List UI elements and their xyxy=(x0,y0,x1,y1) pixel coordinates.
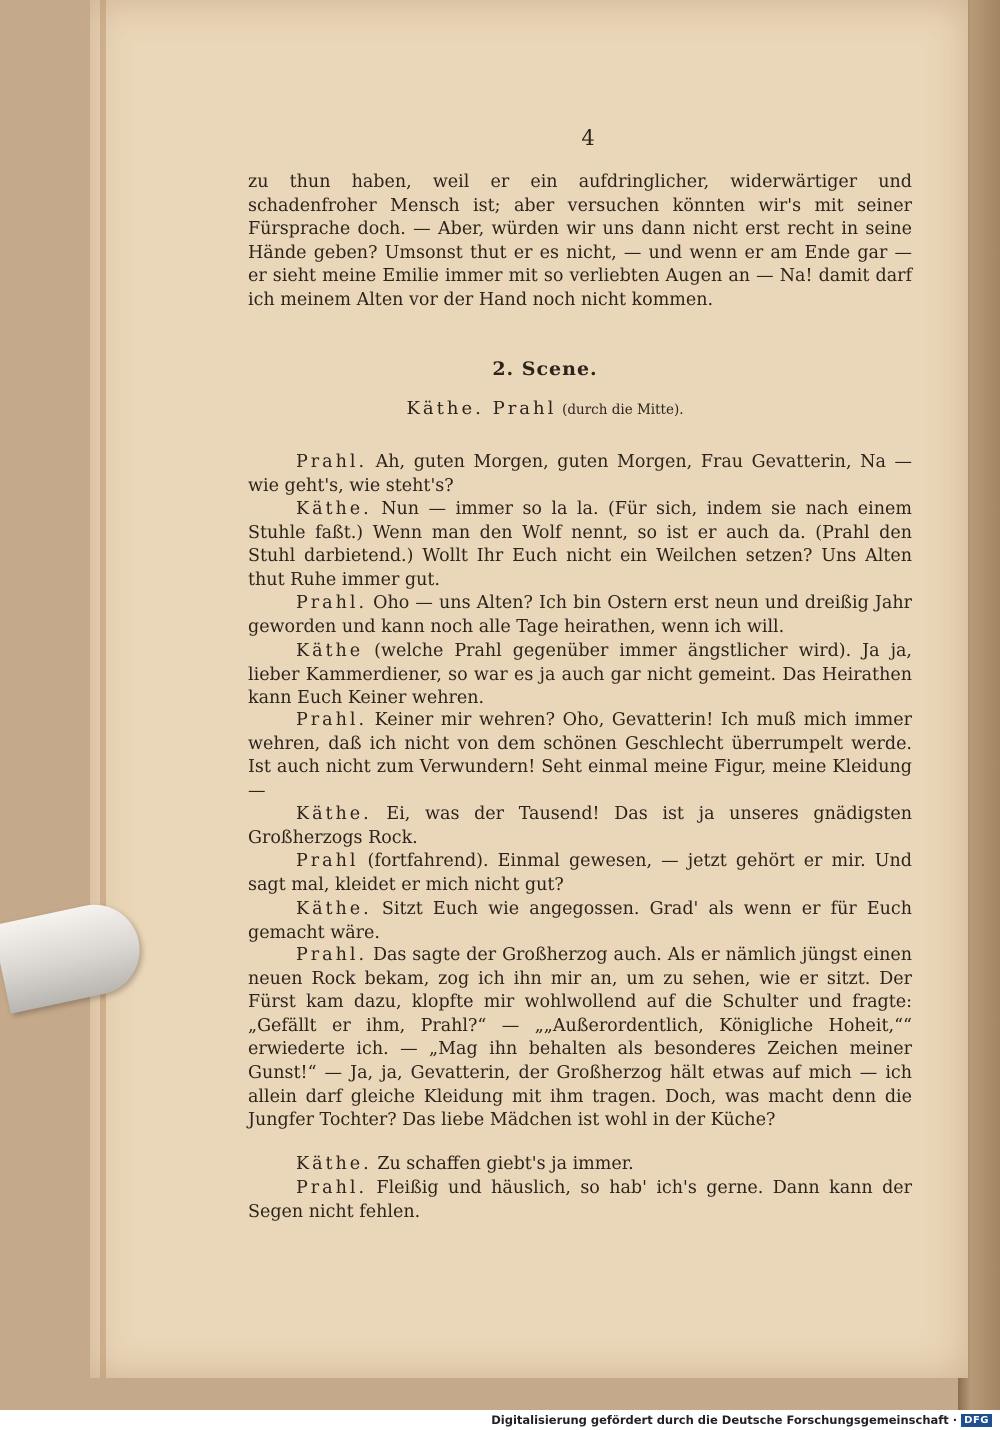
speech-text: Keiner mir wehren? Oho, Gevatterin! Ich muß mich immer wehren, daß ich nicht von dem schönen Geschlecht überrumpelt werde. Ist auch nicht zum Verwundern! Seht einmal meine Figur, meine Kleidung — xyxy=(248,710,912,801)
speaker: Prahl xyxy=(296,851,359,871)
speech-9 xyxy=(248,944,912,1133)
speech-text: Ei, was der Tausend! Das ist ja unseres gnädigsten Großherzogs Rock. xyxy=(248,804,912,848)
intro-paragraph: zu thun haben, weil er ein aufdringlicher, widerwärtiger und schadenfroher Mensch ist; aber versuchen könnten wir's mit seiner Fürsprache doch. — Aber, würden wir uns dann nicht erst recht in seine Hände geben? Umsonst thut er es nicht, — und wenn er am Ende gar — er sieht meine Emilie immer mit so verliebten Augen an — Na! damit darf ich meinem Alten vor der Hand noch nicht kommen. xyxy=(248,172,912,310)
speech-11 xyxy=(248,1177,912,1224)
scene-title: 2. Scene. xyxy=(492,358,598,380)
speaker: Prahl. xyxy=(296,593,368,613)
speech-text: Zu schaffen giebt's ja immer. xyxy=(377,1154,634,1174)
speech-text: (welche Prahl gegenüber immer ängstlicher wird). Ja ja, lieber Kammerdiener, so war es ja auch gar nicht gemeint. Das Heirathen kann Euch Keiner wehren. xyxy=(248,641,912,709)
speaker: Käthe. xyxy=(296,1154,372,1174)
speaker: Prahl. xyxy=(296,945,368,965)
cast-line xyxy=(0,398,1000,419)
speech-10 xyxy=(248,1153,912,1177)
speech-5 xyxy=(248,709,912,803)
speech-text: Ah, guten Morgen, guten Morgen, Frau Gevatterin, Na — wie geht's, wie steht's? xyxy=(248,452,912,496)
footer-text: Digitalisierung gefördert durch die Deutsche Forschungsgemeinschaft · xyxy=(491,1413,958,1427)
speech-8 xyxy=(248,898,912,945)
speaker: Prahl. xyxy=(296,452,368,472)
cast-direction: (durch die Mitte). xyxy=(562,402,684,418)
funding-footer xyxy=(491,1412,992,1428)
cast-names: Käthe. Prahl xyxy=(406,398,557,419)
speaker: Käthe. xyxy=(296,804,372,824)
speech-text: Das sagte der Großherzog auch. Als er nämlich jüngst einen neuen Rock bekam, zog ich ihn mir an, um zu sehen, wie er sitzt. Der Fürst kam dazu, klopfte mir wohlwollend auf die Schulter und fragte: „Gefällt er ihm, Prahl?“ — „„Außerordentlich, Königliche Hoheit,““ erwiederte ich. — „Mag ihn behalten als besonderes Zeichen meiner Gunst!“ — Ja, ja, Gevatterin, der Großherzog hält etwas auf mich — ich allein darf gleiche Kleidung mit ihm tragen. Doch, was macht denn die Jungfer Tochter? Das liebe Mädchen ist wohl in der Küche? xyxy=(248,945,912,1131)
speech-7 xyxy=(248,850,912,897)
speech-text: (fortfahrend). Einmal gewesen, — jetzt gehört er mir. Und sagt mal, kleidet er mich nicht gut? xyxy=(248,851,912,895)
speech-text: Sitzt Euch wie angegossen. Grad' als wenn er für Euch gemacht wäre. xyxy=(248,899,912,943)
speaker: Käthe. xyxy=(296,899,372,919)
speech-4 xyxy=(248,640,912,711)
page-gutter xyxy=(100,0,106,1378)
speaker: Käthe. xyxy=(296,499,372,519)
speech-text: Nun — immer so la la. (Für sich, indem sie nach einem Stuhle faßt.) Wenn man den Wolf nennt, so ist er auch da. (Prahl den Stuhl darbietend.) Wollt Ihr Euch nicht ein Weilchen setzen? Uns Alten thut Ruhe immer gut. xyxy=(248,499,912,590)
speech-6 xyxy=(248,803,912,850)
speaker: Prahl. xyxy=(296,710,368,730)
speech-text: Fleißig und häuslich, so hab' ich's gerne. Dann kann der Segen nicht fehlen. xyxy=(248,1178,912,1222)
speech-2 xyxy=(248,498,912,592)
speaker: Käthe xyxy=(296,641,364,661)
speaker: Prahl. xyxy=(296,1178,368,1198)
dfg-logo: DFG xyxy=(961,1414,992,1427)
speech-1 xyxy=(248,451,912,498)
page-number: 4 xyxy=(581,126,595,150)
speech-3 xyxy=(248,592,912,639)
speech-text: Oho — uns Alten? Ich bin Ostern erst neun und dreißig Jahr geworden und kann noch alle Tage heirathen, wenn ich will. xyxy=(248,593,912,637)
